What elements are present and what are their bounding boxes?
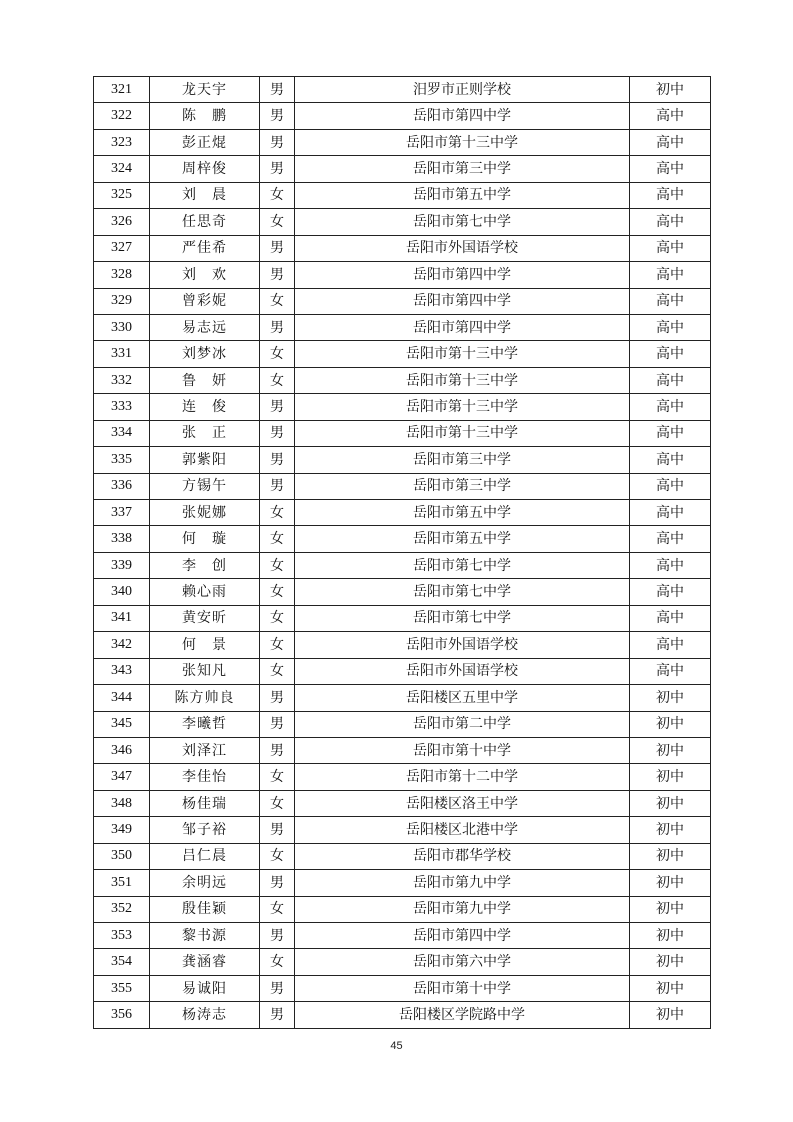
gender-cell: 女 bbox=[260, 790, 295, 816]
table-row bbox=[94, 737, 711, 763]
school-name-cell: 岳阳市外国语学校 bbox=[295, 658, 630, 684]
school-name-cell: 岳阳市第四中学 bbox=[295, 923, 630, 949]
student-table-body bbox=[94, 77, 711, 1029]
gender-cell: 男 bbox=[260, 77, 295, 103]
gender-cell: 女 bbox=[260, 605, 295, 631]
student-name-cell: 杨佳瑞 bbox=[150, 790, 260, 816]
school-level-cell: 初中 bbox=[630, 896, 711, 922]
school-level-cell: 初中 bbox=[630, 711, 711, 737]
gender-cell: 男 bbox=[260, 420, 295, 446]
table-row bbox=[94, 870, 711, 896]
gender-cell: 男 bbox=[260, 685, 295, 711]
gender-cell: 男 bbox=[260, 870, 295, 896]
student-name-cell: 易志远 bbox=[150, 314, 260, 340]
student-name-cell: 黎书源 bbox=[150, 923, 260, 949]
gender-cell: 女 bbox=[260, 209, 295, 235]
row-number-cell: 330 bbox=[94, 314, 150, 340]
student-name-cell: 李 创 bbox=[150, 552, 260, 578]
school-name-cell: 岳阳楼区学院路中学 bbox=[295, 1002, 630, 1028]
student-name-cell: 余明远 bbox=[150, 870, 260, 896]
table-row bbox=[94, 526, 711, 552]
row-number-cell: 322 bbox=[94, 103, 150, 129]
row-number-cell: 323 bbox=[94, 129, 150, 155]
student-name-cell: 邹子裕 bbox=[150, 817, 260, 843]
row-number-cell: 345 bbox=[94, 711, 150, 737]
table-row bbox=[94, 182, 711, 208]
row-number-cell: 332 bbox=[94, 367, 150, 393]
row-number-cell: 354 bbox=[94, 949, 150, 975]
school-name-cell: 岳阳市第九中学 bbox=[295, 896, 630, 922]
table-row bbox=[94, 420, 711, 446]
school-name-cell: 岳阳市第五中学 bbox=[295, 526, 630, 552]
school-level-cell: 高中 bbox=[630, 420, 711, 446]
school-level-cell: 高中 bbox=[630, 447, 711, 473]
student-name-cell: 陈方帅良 bbox=[150, 685, 260, 711]
school-level-cell: 高中 bbox=[630, 103, 711, 129]
school-level-cell: 初中 bbox=[630, 975, 711, 1001]
student-name-cell: 曾彩妮 bbox=[150, 288, 260, 314]
row-number-cell: 355 bbox=[94, 975, 150, 1001]
table-row bbox=[94, 975, 711, 1001]
student-name-cell: 杨涛志 bbox=[150, 1002, 260, 1028]
gender-cell: 女 bbox=[260, 764, 295, 790]
table-row bbox=[94, 156, 711, 182]
row-number-cell: 325 bbox=[94, 182, 150, 208]
row-number-cell: 336 bbox=[94, 473, 150, 499]
table-row bbox=[94, 209, 711, 235]
school-level-cell: 初中 bbox=[630, 685, 711, 711]
table-row bbox=[94, 923, 711, 949]
table-row bbox=[94, 579, 711, 605]
school-name-cell: 岳阳市第三中学 bbox=[295, 156, 630, 182]
school-level-cell: 高中 bbox=[630, 658, 711, 684]
school-level-cell: 初中 bbox=[630, 1002, 711, 1028]
table-row bbox=[94, 341, 711, 367]
row-number-cell: 351 bbox=[94, 870, 150, 896]
gender-cell: 女 bbox=[260, 526, 295, 552]
school-level-cell: 高中 bbox=[630, 341, 711, 367]
school-level-cell: 初中 bbox=[630, 764, 711, 790]
row-number-cell: 327 bbox=[94, 235, 150, 261]
gender-cell: 男 bbox=[260, 314, 295, 340]
row-number-cell: 347 bbox=[94, 764, 150, 790]
row-number-cell: 356 bbox=[94, 1002, 150, 1028]
school-name-cell: 岳阳市第四中学 bbox=[295, 288, 630, 314]
school-level-cell: 初中 bbox=[630, 843, 711, 869]
row-number-cell: 340 bbox=[94, 579, 150, 605]
school-name-cell: 汨罗市正则学校 bbox=[295, 77, 630, 103]
gender-cell: 男 bbox=[260, 923, 295, 949]
row-number-cell: 329 bbox=[94, 288, 150, 314]
school-name-cell: 岳阳市第七中学 bbox=[295, 579, 630, 605]
school-name-cell: 岳阳楼区北港中学 bbox=[295, 817, 630, 843]
student-name-cell: 殷佳颖 bbox=[150, 896, 260, 922]
gender-cell: 男 bbox=[260, 817, 295, 843]
student-name-cell: 张知凡 bbox=[150, 658, 260, 684]
gender-cell: 女 bbox=[260, 182, 295, 208]
school-name-cell: 岳阳市第十三中学 bbox=[295, 420, 630, 446]
student-name-cell: 方锡午 bbox=[150, 473, 260, 499]
school-name-cell: 岳阳市第五中学 bbox=[295, 182, 630, 208]
school-level-cell: 高中 bbox=[630, 262, 711, 288]
school-level-cell: 高中 bbox=[630, 314, 711, 340]
table-row bbox=[94, 314, 711, 340]
gender-cell: 男 bbox=[260, 1002, 295, 1028]
row-number-cell: 333 bbox=[94, 394, 150, 420]
school-level-cell: 初中 bbox=[630, 870, 711, 896]
student-name-cell: 刘 欢 bbox=[150, 262, 260, 288]
school-level-cell: 初中 bbox=[630, 77, 711, 103]
gender-cell: 男 bbox=[260, 447, 295, 473]
student-name-cell: 严佳希 bbox=[150, 235, 260, 261]
student-name-cell: 刘泽江 bbox=[150, 737, 260, 763]
row-number-cell: 321 bbox=[94, 77, 150, 103]
row-number-cell: 331 bbox=[94, 341, 150, 367]
school-name-cell: 岳阳市第十三中学 bbox=[295, 341, 630, 367]
school-level-cell: 高中 bbox=[630, 129, 711, 155]
school-name-cell: 岳阳市外国语学校 bbox=[295, 235, 630, 261]
school-level-cell: 高中 bbox=[630, 394, 711, 420]
row-number-cell: 349 bbox=[94, 817, 150, 843]
table-row bbox=[94, 764, 711, 790]
table-row bbox=[94, 605, 711, 631]
gender-cell: 女 bbox=[260, 367, 295, 393]
school-name-cell: 岳阳市第十三中学 bbox=[295, 367, 630, 393]
school-name-cell: 岳阳市第九中学 bbox=[295, 870, 630, 896]
gender-cell: 女 bbox=[260, 896, 295, 922]
student-name-cell: 吕仁晨 bbox=[150, 843, 260, 869]
gender-cell: 女 bbox=[260, 341, 295, 367]
school-name-cell: 岳阳市第十中学 bbox=[295, 975, 630, 1001]
table-row bbox=[94, 288, 711, 314]
table-row bbox=[94, 658, 711, 684]
school-name-cell: 岳阳市第六中学 bbox=[295, 949, 630, 975]
row-number-cell: 326 bbox=[94, 209, 150, 235]
school-name-cell: 岳阳市第十三中学 bbox=[295, 129, 630, 155]
student-name-cell: 刘梦冰 bbox=[150, 341, 260, 367]
row-number-cell: 344 bbox=[94, 685, 150, 711]
school-level-cell: 高中 bbox=[630, 552, 711, 578]
student-name-cell: 鲁 妍 bbox=[150, 367, 260, 393]
table-row bbox=[94, 711, 711, 737]
table-row bbox=[94, 500, 711, 526]
school-level-cell: 高中 bbox=[630, 367, 711, 393]
school-level-cell: 高中 bbox=[630, 235, 711, 261]
row-number-cell: 341 bbox=[94, 605, 150, 631]
row-number-cell: 334 bbox=[94, 420, 150, 446]
student-name-cell: 任思奇 bbox=[150, 209, 260, 235]
gender-cell: 女 bbox=[260, 632, 295, 658]
student-name-cell: 何 璇 bbox=[150, 526, 260, 552]
table-row bbox=[94, 843, 711, 869]
row-number-cell: 328 bbox=[94, 262, 150, 288]
school-level-cell: 高中 bbox=[630, 182, 711, 208]
student-name-cell: 龙天宇 bbox=[150, 77, 260, 103]
school-name-cell: 岳阳市第十三中学 bbox=[295, 394, 630, 420]
gender-cell: 男 bbox=[260, 262, 295, 288]
row-number-cell: 324 bbox=[94, 156, 150, 182]
gender-cell: 男 bbox=[260, 394, 295, 420]
table-row bbox=[94, 394, 711, 420]
row-number-cell: 350 bbox=[94, 843, 150, 869]
gender-cell: 男 bbox=[260, 473, 295, 499]
student-name-cell: 张妮娜 bbox=[150, 500, 260, 526]
table-row bbox=[94, 262, 711, 288]
gender-cell: 男 bbox=[260, 129, 295, 155]
gender-cell: 男 bbox=[260, 235, 295, 261]
school-name-cell: 岳阳市第二中学 bbox=[295, 711, 630, 737]
table-row bbox=[94, 1002, 711, 1028]
student-table bbox=[93, 76, 711, 1029]
school-level-cell: 高中 bbox=[630, 632, 711, 658]
gender-cell: 男 bbox=[260, 975, 295, 1001]
row-number-cell: 343 bbox=[94, 658, 150, 684]
student-name-cell: 黄安昕 bbox=[150, 605, 260, 631]
school-name-cell: 岳阳市第七中学 bbox=[295, 552, 630, 578]
gender-cell: 男 bbox=[260, 103, 295, 129]
school-level-cell: 高中 bbox=[630, 579, 711, 605]
table-row bbox=[94, 790, 711, 816]
table-row bbox=[94, 817, 711, 843]
row-number-cell: 352 bbox=[94, 896, 150, 922]
school-level-cell: 高中 bbox=[630, 209, 711, 235]
gender-cell: 女 bbox=[260, 500, 295, 526]
school-level-cell: 高中 bbox=[630, 500, 711, 526]
student-name-cell: 彭正焜 bbox=[150, 129, 260, 155]
school-level-cell: 初中 bbox=[630, 923, 711, 949]
gender-cell: 男 bbox=[260, 711, 295, 737]
row-number-cell: 337 bbox=[94, 500, 150, 526]
school-name-cell: 岳阳市第十中学 bbox=[295, 737, 630, 763]
student-name-cell: 刘 晨 bbox=[150, 182, 260, 208]
school-level-cell: 高中 bbox=[630, 526, 711, 552]
table-row bbox=[94, 447, 711, 473]
school-level-cell: 初中 bbox=[630, 737, 711, 763]
student-name-cell: 周梓俊 bbox=[150, 156, 260, 182]
school-name-cell: 岳阳市第七中学 bbox=[295, 605, 630, 631]
row-number-cell: 342 bbox=[94, 632, 150, 658]
row-number-cell: 353 bbox=[94, 923, 150, 949]
school-name-cell: 岳阳市第十二中学 bbox=[295, 764, 630, 790]
school-level-cell: 初中 bbox=[630, 790, 711, 816]
row-number-cell: 346 bbox=[94, 737, 150, 763]
row-number-cell: 338 bbox=[94, 526, 150, 552]
student-name-cell: 易诚阳 bbox=[150, 975, 260, 1001]
table-row bbox=[94, 77, 711, 103]
school-level-cell: 初中 bbox=[630, 817, 711, 843]
school-level-cell: 初中 bbox=[630, 949, 711, 975]
school-name-cell: 岳阳市第四中学 bbox=[295, 262, 630, 288]
school-name-cell: 岳阳市第三中学 bbox=[295, 473, 630, 499]
page-number: 45 bbox=[390, 1040, 403, 1052]
school-level-cell: 高中 bbox=[630, 156, 711, 182]
table-row bbox=[94, 103, 711, 129]
school-name-cell: 岳阳市第三中学 bbox=[295, 447, 630, 473]
school-level-cell: 高中 bbox=[630, 288, 711, 314]
school-level-cell: 高中 bbox=[630, 605, 711, 631]
student-name-cell: 龚涵睿 bbox=[150, 949, 260, 975]
school-name-cell: 岳阳市外国语学校 bbox=[295, 632, 630, 658]
student-name-cell: 李佳怡 bbox=[150, 764, 260, 790]
student-name-cell: 郭紫阳 bbox=[150, 447, 260, 473]
gender-cell: 女 bbox=[260, 949, 295, 975]
table-row bbox=[94, 367, 711, 393]
table-row bbox=[94, 129, 711, 155]
student-name-cell: 李曦哲 bbox=[150, 711, 260, 737]
student-name-cell: 连 俊 bbox=[150, 394, 260, 420]
school-level-cell: 高中 bbox=[630, 473, 711, 499]
gender-cell: 女 bbox=[260, 658, 295, 684]
row-number-cell: 335 bbox=[94, 447, 150, 473]
table-row bbox=[94, 552, 711, 578]
row-number-cell: 348 bbox=[94, 790, 150, 816]
student-name-cell: 赖心雨 bbox=[150, 579, 260, 605]
table-row bbox=[94, 473, 711, 499]
gender-cell: 男 bbox=[260, 737, 295, 763]
student-name-cell: 何 景 bbox=[150, 632, 260, 658]
student-name-cell: 张 正 bbox=[150, 420, 260, 446]
gender-cell: 女 bbox=[260, 552, 295, 578]
school-name-cell: 岳阳市郡华学校 bbox=[295, 843, 630, 869]
table-row bbox=[94, 896, 711, 922]
gender-cell: 女 bbox=[260, 843, 295, 869]
table-row bbox=[94, 685, 711, 711]
school-name-cell: 岳阳市第四中学 bbox=[295, 103, 630, 129]
row-number-cell: 339 bbox=[94, 552, 150, 578]
table-row bbox=[94, 235, 711, 261]
table-row bbox=[94, 632, 711, 658]
school-name-cell: 岳阳市第五中学 bbox=[295, 500, 630, 526]
school-name-cell: 岳阳市第七中学 bbox=[295, 209, 630, 235]
student-name-cell: 陈 鹏 bbox=[150, 103, 260, 129]
school-name-cell: 岳阳市第四中学 bbox=[295, 314, 630, 340]
table-row bbox=[94, 949, 711, 975]
gender-cell: 女 bbox=[260, 288, 295, 314]
gender-cell: 男 bbox=[260, 156, 295, 182]
gender-cell: 女 bbox=[260, 579, 295, 605]
school-name-cell: 岳阳楼区五里中学 bbox=[295, 685, 630, 711]
school-name-cell: 岳阳楼区洛王中学 bbox=[295, 790, 630, 816]
